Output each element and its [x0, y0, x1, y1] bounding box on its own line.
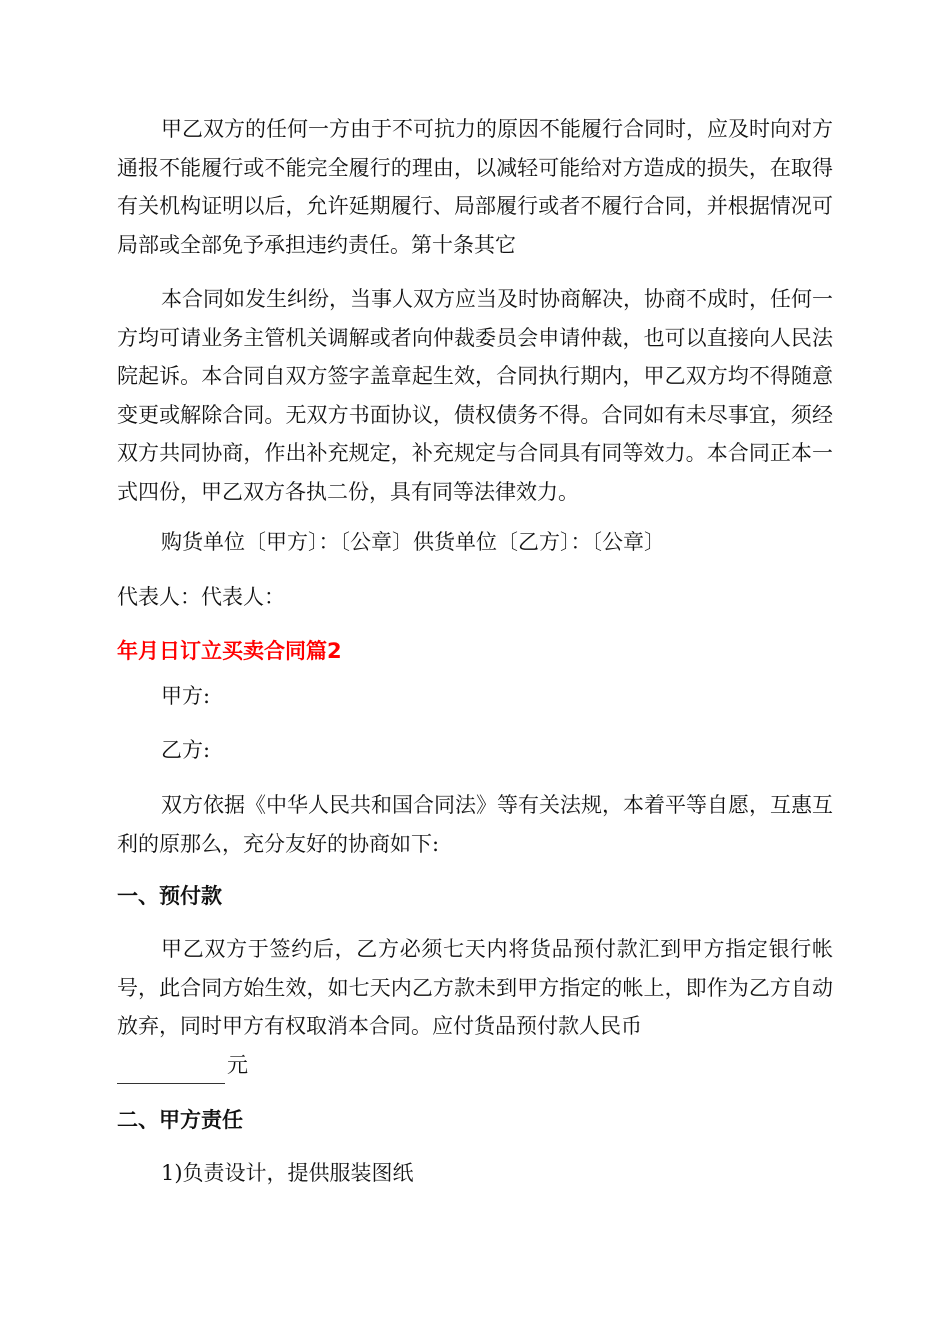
party-a-line: 甲方:	[161, 684, 211, 708]
amount-line	[117, 1046, 248, 1084]
heading-party-a-duties: 二、甲方责任	[117, 1108, 243, 1132]
representatives-line: 代表人：代表人：	[117, 585, 285, 609]
amount-blank	[117, 1061, 225, 1084]
duty-item-1: 1)负责设计，提供服装图纸	[161, 1161, 414, 1185]
force-majeure-paragraph: 甲乙双方的任何一方由于不可抗力的原因不能履行合同时，应及时向对方通报不能履行或不能完全履行的理由，以减轻可能给对方造成的损失，在取得有关机构证明以后，允许延期履行、局部履行或者不履行合同，并根据情况可局部或全部免予承担违约责任。第十条其它	[117, 117, 833, 257]
currency-unit: 元	[227, 1053, 248, 1077]
prepayment-paragraph: 甲乙双方于签约后，乙方必须七天内将货品预付款汇到甲方指定银行帐号，此合同方始生效，如七天内乙方款未到甲方指定的帐上，即作为乙方自动放弃，同时甲方有权取消本合同。应付货品预付款人民币	[117, 937, 833, 1039]
preamble-paragraph: 双方依据《中华人民共和国合同法》等有关法规，本着平等自愿，互惠互利的原那么，充分友好的协商如下:	[117, 793, 833, 856]
party-b-line: 乙方:	[161, 738, 211, 762]
heading-prepayment: 一、预付款	[117, 884, 222, 908]
signature-units-line: 购货单位〔甲方〕：〔公章〕供货单位〔乙方〕：〔公章〕	[161, 530, 665, 554]
section-title: 年月日订立买卖合同篇2	[117, 639, 342, 663]
disputes-paragraph: 本合同如发生纠纷，当事人双方应当及时协商解决，协商不成时，任何一方均可请业务主管机关调解或者向仲裁委员会申请仲裁，也可以直接向人民法院起诉。本合同自双方签字盖章起生效，合同执行期内，甲乙双方均不得随意变更或解除合同。无双方书面协议，债权债务不得。合同如有未尽事宜，须经双方共同协商，作出补充规定，补充规定与合同具有同等效力。本合同正本一式四份，甲乙双方各执二份，具有同等法律效力。	[117, 287, 833, 504]
